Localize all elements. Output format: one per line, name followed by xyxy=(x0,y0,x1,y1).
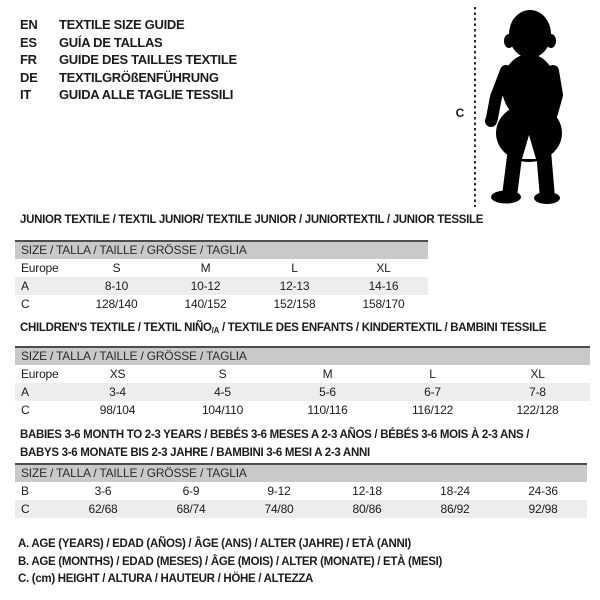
language-title: GUIDE DES TAILLES TEXTILE xyxy=(59,52,237,67)
language-code: FR xyxy=(20,52,37,67)
table-cell: 9-12 xyxy=(267,484,291,498)
language-title: GUÍA DE TALLAS xyxy=(59,34,163,50)
table-cell: 14-16 xyxy=(339,277,428,295)
table-cell: 116/122 xyxy=(411,403,454,417)
table-cell: 128/140 xyxy=(95,297,138,311)
heading-line-2: BABYS 3-6 MONATE BIS 2-3 JAHRE / BAMBINI 3-6 MESI A 2-3 ANNI xyxy=(20,447,370,459)
height-measure-label: C xyxy=(455,106,465,120)
language-row-de xyxy=(20,69,237,87)
table-cell: 7-8 xyxy=(485,383,590,401)
legend-notes xyxy=(18,536,442,589)
language-title: TEXTILGRÖßENFÜHRUNG xyxy=(59,69,219,85)
table-cell: 12-13 xyxy=(250,277,339,295)
row-label: A xyxy=(15,383,65,401)
table-header-row xyxy=(15,464,587,482)
row-label: C xyxy=(21,403,30,417)
table-row xyxy=(15,401,590,419)
table-header-label: SIZE / TALLA / TAILLE / GRÖSSE / TAGLIA xyxy=(15,347,590,365)
table-header-label: SIZE / TALLA / TAILLE / GRÖSSE / TAGLIA xyxy=(15,464,587,482)
heading-fragment: CHILDREN'S TEXTILE / TEXTIL NIÑO xyxy=(20,322,212,334)
table-cell: S xyxy=(112,261,121,275)
height-dashed-line xyxy=(474,7,476,207)
language-code: ES xyxy=(20,34,37,50)
table-cell: L xyxy=(291,261,298,275)
table-cell: 3-6 xyxy=(94,484,112,498)
table-header-row xyxy=(15,241,428,259)
table-cell: 68/74 xyxy=(147,500,235,518)
language-row-fr xyxy=(20,51,237,69)
table-cell: 86/92 xyxy=(411,500,499,518)
row-label: A xyxy=(15,277,72,295)
table-header-row xyxy=(15,347,590,365)
table-row xyxy=(15,383,590,401)
row-label: Europe xyxy=(21,261,59,275)
table-cell: 74/80 xyxy=(235,500,323,518)
table-cell: XL xyxy=(376,261,391,275)
babies-size-table xyxy=(15,463,587,518)
table-header-label: SIZE / TALLA / TAILLE / GRÖSSE / TAGLIA xyxy=(15,241,428,259)
section-heading-babies xyxy=(20,426,529,462)
table-cell: 6-9 xyxy=(182,484,200,498)
language-row-es xyxy=(20,34,237,52)
table-cell: M xyxy=(322,367,333,381)
table-cell: 12-18 xyxy=(352,484,382,498)
table-cell: 92/98 xyxy=(499,500,587,518)
table-cell: XL xyxy=(530,367,545,381)
heading-subscript: /A xyxy=(211,326,220,335)
language-row-en xyxy=(20,16,237,34)
table-cell: 98/104 xyxy=(99,403,136,417)
language-code: IT xyxy=(20,87,31,102)
table-cell: 4-5 xyxy=(170,383,275,401)
heading-fragment: / TEXTILE DES ENFANTS / KINDERTEXTIL / BAMBINI TESSILE xyxy=(219,322,547,334)
table-cell: M xyxy=(200,261,211,275)
table-row xyxy=(15,295,428,313)
table-cell: 62/68 xyxy=(59,500,147,518)
table-cell: L xyxy=(429,367,436,381)
table-cell: 152/158 xyxy=(273,297,316,311)
language-code: EN xyxy=(20,17,38,32)
children-size-table xyxy=(15,346,590,419)
row-label: B xyxy=(21,484,29,498)
table-cell: 110/116 xyxy=(307,403,348,417)
note-height-cm: C. (cm) HEIGHT / ALTURA / HAUTEUR / HÖHE / ALTEZZA xyxy=(18,573,314,585)
heading-line-1: BABIES 3-6 MONTH TO 2-3 YEARS / BEBÉS 3-6 MESES A 2-3 AÑOS / BÉBÉS 3-6 MOIS À 2-3 ANS / xyxy=(20,429,530,441)
table-cell: 140/152 xyxy=(184,297,227,311)
table-row xyxy=(15,482,587,500)
table-cell: 24-36 xyxy=(528,484,558,498)
table-row xyxy=(15,277,428,295)
table-cell: 104/110 xyxy=(201,403,244,417)
baby-silhouette-icon xyxy=(480,5,576,209)
row-label: C xyxy=(21,297,30,311)
table-row xyxy=(15,365,590,383)
language-code: DE xyxy=(20,69,38,85)
table-cell: 6-7 xyxy=(380,383,485,401)
row-label: C xyxy=(15,500,59,518)
table-cell: 5-6 xyxy=(275,383,380,401)
table-cell: 8-10 xyxy=(72,277,161,295)
table-cell: 18-24 xyxy=(440,484,470,498)
note-age-years: A. AGE (YEARS) / EDAD (AÑOS) / ÂGE (ANS) / ALTER (JAHRE) / ETÀ (ANNI) xyxy=(18,538,411,550)
language-list xyxy=(20,16,237,104)
section-heading-children xyxy=(20,319,546,340)
table-cell: 3-4 xyxy=(65,383,170,401)
language-title: GUIDA ALLE TAGLIE TESSILI xyxy=(59,87,234,102)
table-cell: 80/86 xyxy=(323,500,411,518)
language-title: TEXTILE SIZE GUIDE xyxy=(59,17,185,32)
table-cell: 10-12 xyxy=(161,277,250,295)
height-figure xyxy=(450,4,598,210)
note-age-months: B. AGE (MONTHS) / EDAD (MESES) / ÂGE (MOIS) / ALTER (MONATE) / ETÀ (MESI) xyxy=(18,555,443,568)
table-cell: 158/170 xyxy=(362,297,405,311)
table-row xyxy=(15,259,428,277)
table-cell: S xyxy=(218,367,227,381)
table-cell: XS xyxy=(109,367,126,381)
language-row-it xyxy=(20,86,237,104)
table-row xyxy=(15,500,587,518)
table-cell: 122/128 xyxy=(516,403,559,417)
junior-size-table xyxy=(15,240,428,313)
row-label: Europe xyxy=(21,367,59,381)
section-heading-junior: JUNIOR TEXTILE / TEXTIL JUNIOR/ TEXTILE JUNIOR / JUNIORTEXTIL / JUNIOR TESSILE xyxy=(20,214,484,226)
